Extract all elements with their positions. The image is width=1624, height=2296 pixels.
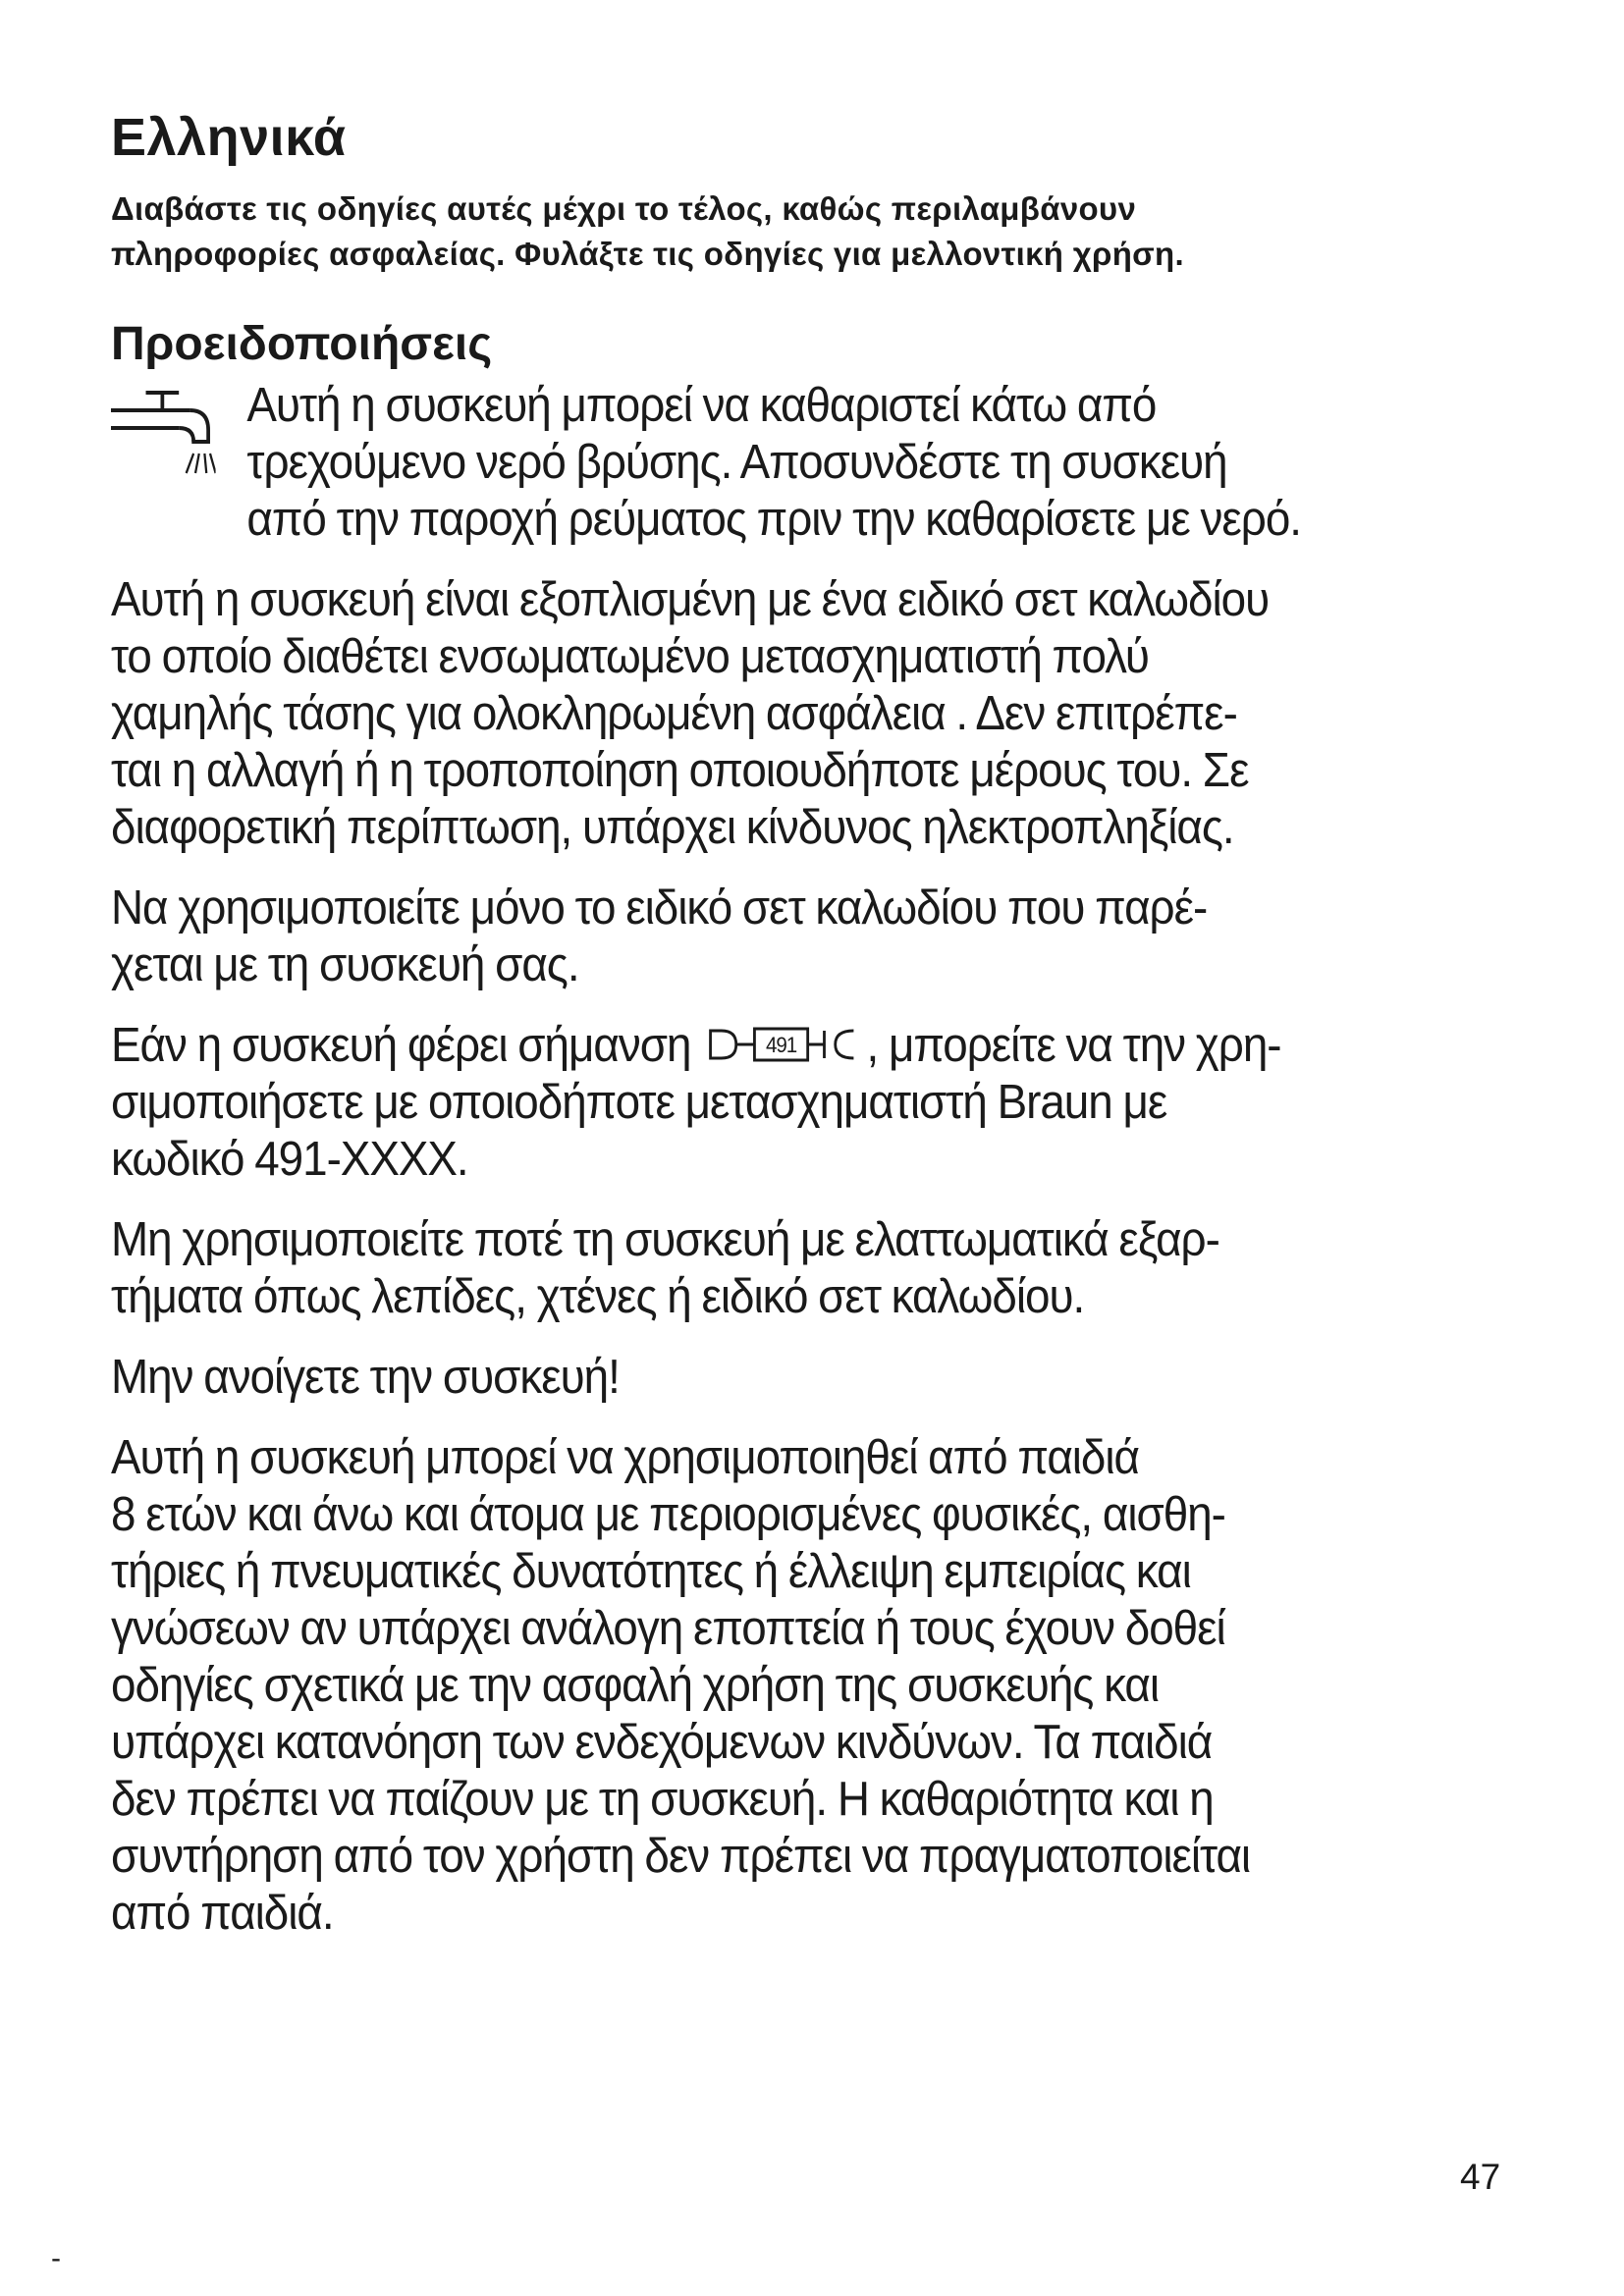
paragraph-cable-set bbox=[111, 571, 1552, 856]
paragraph-line: τήματα όπως λεπίδες, χτένες ή ειδικό σετ καλωδίου. bbox=[111, 1270, 1085, 1323]
paragraph-line: υπάρχει κατανόηση των ενδεχόμενων κινδύνων. Τα παιδιά bbox=[111, 1716, 1213, 1769]
paragraph-line: από παιδιά. bbox=[111, 1887, 334, 1940]
paragraph-line: Αυτή η συσκευή είναι εξοπλισμένη με ένα ειδικό σετ καλωδίου bbox=[111, 573, 1270, 626]
paragraph-line: ται η αλλαγή ή η τροποποίηση οποιουδήποτε μέρους του. Σε bbox=[111, 744, 1249, 797]
tap-warning-line: τρεχούμενο νερό βρύσης. Αποσυνδέστε τη συσκευή bbox=[246, 436, 1227, 489]
paragraph-line: Μην ανοίγετε την συσκευή! bbox=[111, 1351, 620, 1404]
paragraph-use-supplied-cable bbox=[111, 880, 1552, 993]
page-number: 47 bbox=[1460, 2157, 1501, 2197]
paragraph-line: συντήρηση από τον χρήστη δεν πρέπει να πραγματοποιείται bbox=[111, 1830, 1251, 1883]
tap-warning-line: από την παροχή ρεύματος πριν την καθαρίσετε με νερό. bbox=[246, 493, 1301, 546]
paragraph-line: τήριες ή πνευματικές δυνατότητες ή έλλειψη εμπειρίας και bbox=[111, 1545, 1191, 1598]
paragraph-line: κωδικό 491-XXXX. bbox=[111, 1133, 468, 1186]
paragraph-line: χεται με τη συσκευή σας. bbox=[111, 938, 579, 991]
paragraph-line: σιμοποιήσετε με οποιοδήποτε μετασχηματιστή Braun με bbox=[111, 1076, 1167, 1129]
tap-warning bbox=[111, 377, 1552, 548]
paragraph-line: Αυτή η συσκευή μπορεί να χρησιμοποιηθεί από παιδιά bbox=[111, 1431, 1140, 1484]
paragraph-line: διαφορετική περίπτωση, υπάρχει κίνδυνος ηλεκτροπληξίας. bbox=[111, 801, 1234, 854]
paragraph-line: 8 ετών και άνω και άτομα με περιορισμένες φυσικές, αισθη- bbox=[111, 1488, 1225, 1541]
section-heading: Προειδοποιήσεις bbox=[111, 318, 493, 370]
connector-491-label: 491 bbox=[765, 1033, 797, 1058]
intro-paragraph bbox=[111, 187, 1535, 277]
tap-warning-line: Αυτή η συσκευή μπορεί να καθαριστεί κάτω από bbox=[246, 379, 1157, 432]
water-tap-icon bbox=[105, 389, 215, 497]
paragraph-line: οδηγίες σχετικά με την ασφαλή χρήση της συσκευής και bbox=[111, 1659, 1160, 1712]
paragraph-line: γνώσεων αν υπάρχει ανάλογη εποπτεία ή τους έχουν δοθεί bbox=[111, 1602, 1225, 1655]
paragraph-line: Μη χρησιμοποιείτε ποτέ τη συσκευή με ελαττωματικά εξαρ- bbox=[111, 1213, 1219, 1266]
paragraph-line: χαμηλής τάσης για ολοκληρωμένη ασφάλεια . Δεν επιτρέπε- bbox=[111, 687, 1237, 740]
connector-491-icon bbox=[707, 1023, 863, 1066]
marking-text-after: , μπορείτε να την χρη- bbox=[866, 1019, 1281, 1072]
marking-text-before: Εάν η συσκευή φέρει σήμανση bbox=[111, 1019, 691, 1072]
paragraph-line: Να χρησιμοποιείτε μόνο το ειδικό σετ καλωδίου που παρέ- bbox=[111, 881, 1208, 934]
paragraph-line bbox=[111, 1017, 1552, 1074]
paragraph-line: το οποίο διαθέτει ενσωματωμένο μετασχηματιστή πολύ bbox=[111, 630, 1149, 683]
paragraph-do-not-open bbox=[111, 1349, 1552, 1406]
page-title: Ελληνικά bbox=[111, 108, 347, 167]
paragraph-children-use bbox=[111, 1429, 1552, 1942]
intro-line: Διαβάστε τις οδηγίες αυτές μέχρι το τέλος, καθώς περιλαμβάνουν bbox=[111, 190, 1137, 227]
manual-page bbox=[111, 106, 1535, 1942]
paragraph-defective-parts bbox=[111, 1211, 1552, 1325]
paragraph-491-marking bbox=[111, 1017, 1552, 1188]
intro-line: πληροφορίες ασφαλείας. Φυλάξτε τις οδηγίες για μελλοντική χρήση. bbox=[111, 236, 1184, 272]
paragraph-line: δεν πρέπει να παίζουν με τη συσκευή. Η καθαριότητα και η bbox=[111, 1773, 1214, 1826]
margin-mark: - bbox=[51, 2242, 61, 2274]
